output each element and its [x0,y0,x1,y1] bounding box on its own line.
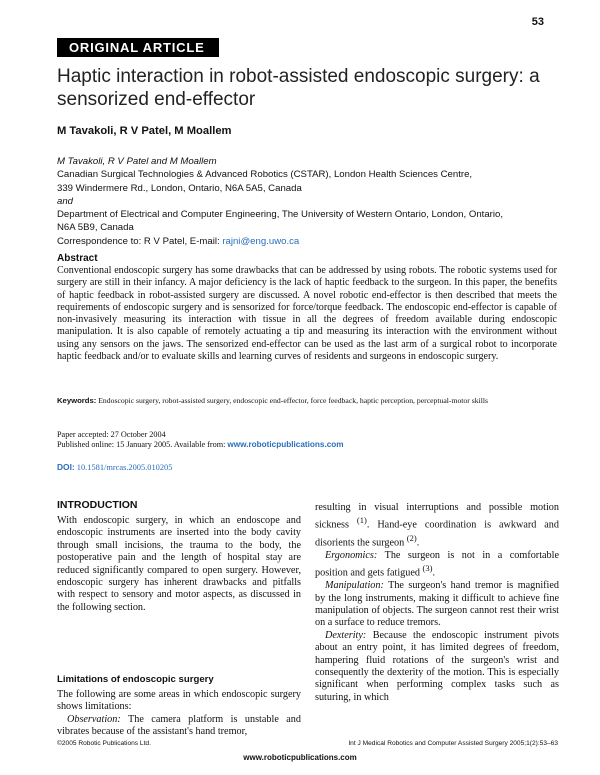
dexterity-label: Dexterity: [325,629,367,641]
copyright-notice: ©2005 Robotic Publications Ltd. [57,740,151,747]
affiliation-line: 339 Windermere Rd., London, Ontario, N6A 5A5, Canada [57,182,302,194]
citation-ref: (3) [422,563,433,574]
motion-text: . [416,537,420,549]
correspondence-label: Correspondence to: R V Patel, E-mail: [57,235,220,247]
ergonomics-text: The surgeon is not in a comfortable position and gets fatigued [315,550,559,579]
correspondence [57,235,557,248]
observation-label: Observation: [67,713,121,725]
journal-citation: Int J Medical Robotics and Computer Assisted Surgery 2005;1(2):53–63 [348,740,558,747]
online-date [57,440,344,450]
ergonomics-text: . [432,567,435,579]
intro-paragraph [57,515,301,614]
affiliation-and: and [57,195,74,207]
motion-text: resulting in visual interruptions and possible motion sickness [315,502,559,531]
publisher-link[interactable]: www.roboticpublications.com [227,440,344,450]
citation-ref: (1) [356,515,367,526]
accepted-date: Paper accepted: 27 October 2004 [57,430,166,439]
author-list: M Tavakoli, R V Patel, M Moallem [57,125,232,137]
abstract-text: Conventional endoscopic surgery has some drawbacks that can be addressed by using robots. The robotic systems used for surgery are still in their infancy. A major deficiency is the lack of haptic feedback to the surgeon. In this paper, the benefits of haptic feedback in robot-assisted surgery are discussed. A novel robotic end-effector is then described that meets the requirements of endoscopic surgery and is sensorized for force/torque feedback. The endoscopic end-effector is capable of non-invasively measuring its interaction with tissue in all the degrees of freedom available during endoscopic manipulation. It is also capable of remotely actuating a tip and measuring its interaction with the environment without using any sensors on the jaws. The sensorized end-effector can be used as the last arm of a surgical robot to incorporate haptic feedback and/or to evaluate skills and learning curves of residents and surgeons in endoscopic surgery. [57,265,557,363]
doi-line [57,462,172,472]
paper-title: Haptic interaction in robot-assisted endoscopic surgery: a sensorized end-effector [57,66,540,110]
affiliation-line: Department of Electrical and Computer Engineering, The University of Western Ontario, London, Ontario, [57,209,503,221]
observation-text: The camera platform is unstable and vibrates because of the assistant's hand tremor, [57,713,301,738]
affiliation-names: M Tavakoli, R V Patel and M Moallem [57,156,217,167]
observation-paragraph [57,714,301,739]
affiliation-line: Canadian Surgical Technologies & Advanced Robotics (CSTAR), London Health Sciences Centre, [57,169,473,181]
keywords-label: Keywords: [57,396,97,405]
footer-url[interactable]: www.roboticpublications.com [243,753,357,762]
ergonomics-label: Ergonomics: [325,550,378,561]
limitations-intro: The following are some areas in which endoscopic surgery shows limitations: [57,689,301,713]
doi-label: DOI: [57,462,75,472]
introduction-heading: INTRODUCTION [57,499,138,511]
keywords [57,396,557,406]
email-link[interactable]: rajni@eng.uwo.ca [222,235,300,247]
manipulation-paragraph [315,580,559,630]
page-number: 53 [531,16,544,28]
doi-link[interactable]: 10.1581/mrcas.2005.010205 [76,463,173,472]
limitations-text [57,689,301,739]
dexterity-text: Because the endoscopic instrument pivots about an entry point, it has limited degrees of freedom, hampering fluid rotations of the surgeon's wrist and consequently the dexterity of the motion. This is especially significant when performing complex tasks such as suturing, in which [315,629,559,703]
manipulation-label: Manipulation: [325,580,384,592]
limitations-heading: Limitations of endoscopic surgery [57,674,214,685]
affiliation-line: N6A 5B9, Canada [57,222,134,234]
motion-paragraph [315,502,559,550]
intro-text: With endoscopic surgery, in which an endoscope and endoscopic instruments are inserted into the body cavity through small incisions, the trauma to the body, the postoperative pain and the length of hospital stay are reduced significantly compared to open surgery. However, endoscopic surgery has inherent drawbacks and pitfalls with respect to sensory and motor aspects, as discussed in the following section. [57,515,301,613]
motion-text: . Hand-eye coordination is awkward and disorients the surgeon [315,519,559,549]
right-column [315,502,559,704]
affiliation-block [57,155,557,248]
abstract-heading: Abstract [57,253,98,264]
online-text: Published online: 15 January 2005. Available from: [57,440,226,450]
citation-ref: (2) [406,533,417,544]
publication-info [57,430,344,451]
dexterity-paragraph [315,630,559,704]
keywords-text: Endoscopic surgery, robot-assisted surgery, endoscopic end-effector, force feedback, haptic perception, perceptual-motor skills [98,396,488,405]
section-tag: ORIGINAL ARTICLE [57,38,219,57]
ergonomics-paragraph [315,550,559,580]
manipulation-text: The surgeon's hand tremor is magnified by the long instruments, making it difficult to achieve fine manipulation of objects. The surgeon cannot rest their wrist on a surface to reduce tremors. [315,580,559,629]
